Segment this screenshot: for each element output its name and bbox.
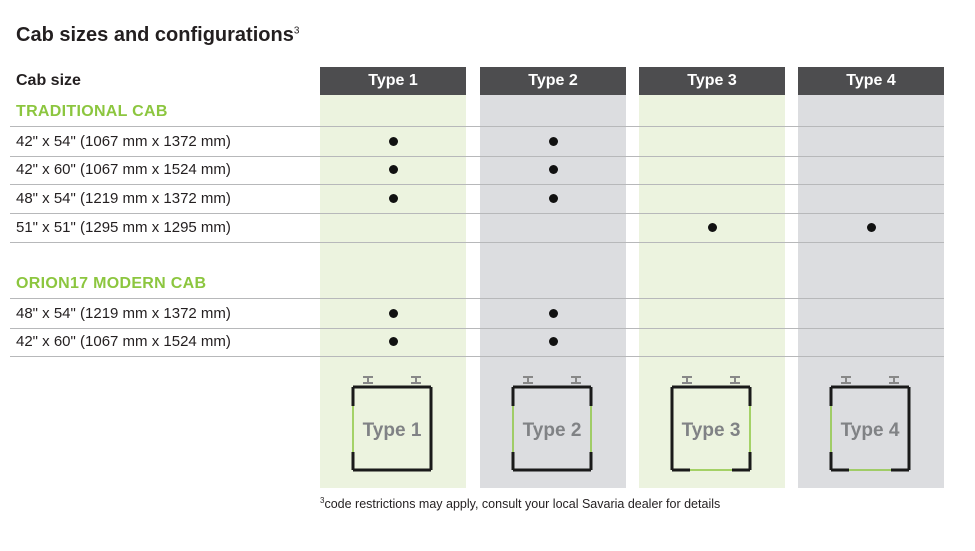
availability-dot — [389, 137, 398, 146]
cab-size-label: 42" x 60" (1067 mm x 1524 mm) — [16, 161, 231, 178]
availability-dot — [549, 337, 558, 346]
cab-size-label: 48" x 54" (1219 mm x 1372 mm) — [16, 190, 231, 207]
cab-size-header: Cab size — [16, 72, 81, 89]
availability-dot — [549, 165, 558, 174]
footnote-mark: 3 — [320, 496, 325, 505]
cab-diagram-type-2 — [505, 370, 605, 480]
cab-diagram-type-3 — [664, 370, 764, 480]
table-row — [10, 126, 944, 157]
section-label: TRADITIONAL CAB — [16, 103, 168, 120]
availability-dot — [389, 337, 398, 346]
column-header-type-3: Type 3 — [639, 67, 785, 95]
diagram-label: Type 1 — [362, 420, 422, 441]
availability-dot — [708, 223, 717, 232]
table-row — [10, 213, 944, 243]
section-label: ORION17 MODERN CAB — [16, 275, 207, 292]
column-header-type-4: Type 4 — [798, 67, 944, 95]
cab-size-label: 42" x 60" (1067 mm x 1524 mm) — [16, 333, 231, 350]
title-text: Cab sizes and configurations — [16, 24, 294, 46]
diagram-label: Type 3 — [681, 420, 741, 441]
table-row — [10, 298, 944, 329]
cab-size-label: 48" x 54" (1219 mm x 1372 mm) — [16, 305, 231, 322]
availability-dot — [549, 137, 558, 146]
footnote — [320, 496, 720, 511]
availability-dot — [867, 223, 876, 232]
footnote-text: code restrictions may apply, consult your local Savaria dealer for details — [324, 497, 721, 512]
availability-dot — [389, 194, 398, 203]
availability-dot — [389, 309, 398, 318]
availability-dot — [549, 194, 558, 203]
table-row — [10, 184, 944, 214]
cab-diagram-type-4 — [823, 370, 923, 480]
title-footnote-mark: 3 — [293, 25, 300, 37]
diagram-label: Type 2 — [522, 420, 582, 441]
table-row — [10, 327, 944, 357]
cab-size-label: 51" x 51" (1295 mm x 1295 mm) — [16, 219, 231, 236]
column-header-type-1: Type 1 — [320, 67, 466, 95]
cab-size-label: 42" x 54" (1067 mm x 1372 mm) — [16, 133, 231, 150]
page-title — [16, 24, 299, 47]
column-header-type-2: Type 2 — [480, 67, 626, 95]
availability-dot — [549, 309, 558, 318]
diagram-label: Type 4 — [840, 420, 900, 441]
availability-dot — [389, 165, 398, 174]
cab-diagram-type-1 — [345, 370, 445, 480]
table-row — [10, 155, 944, 185]
